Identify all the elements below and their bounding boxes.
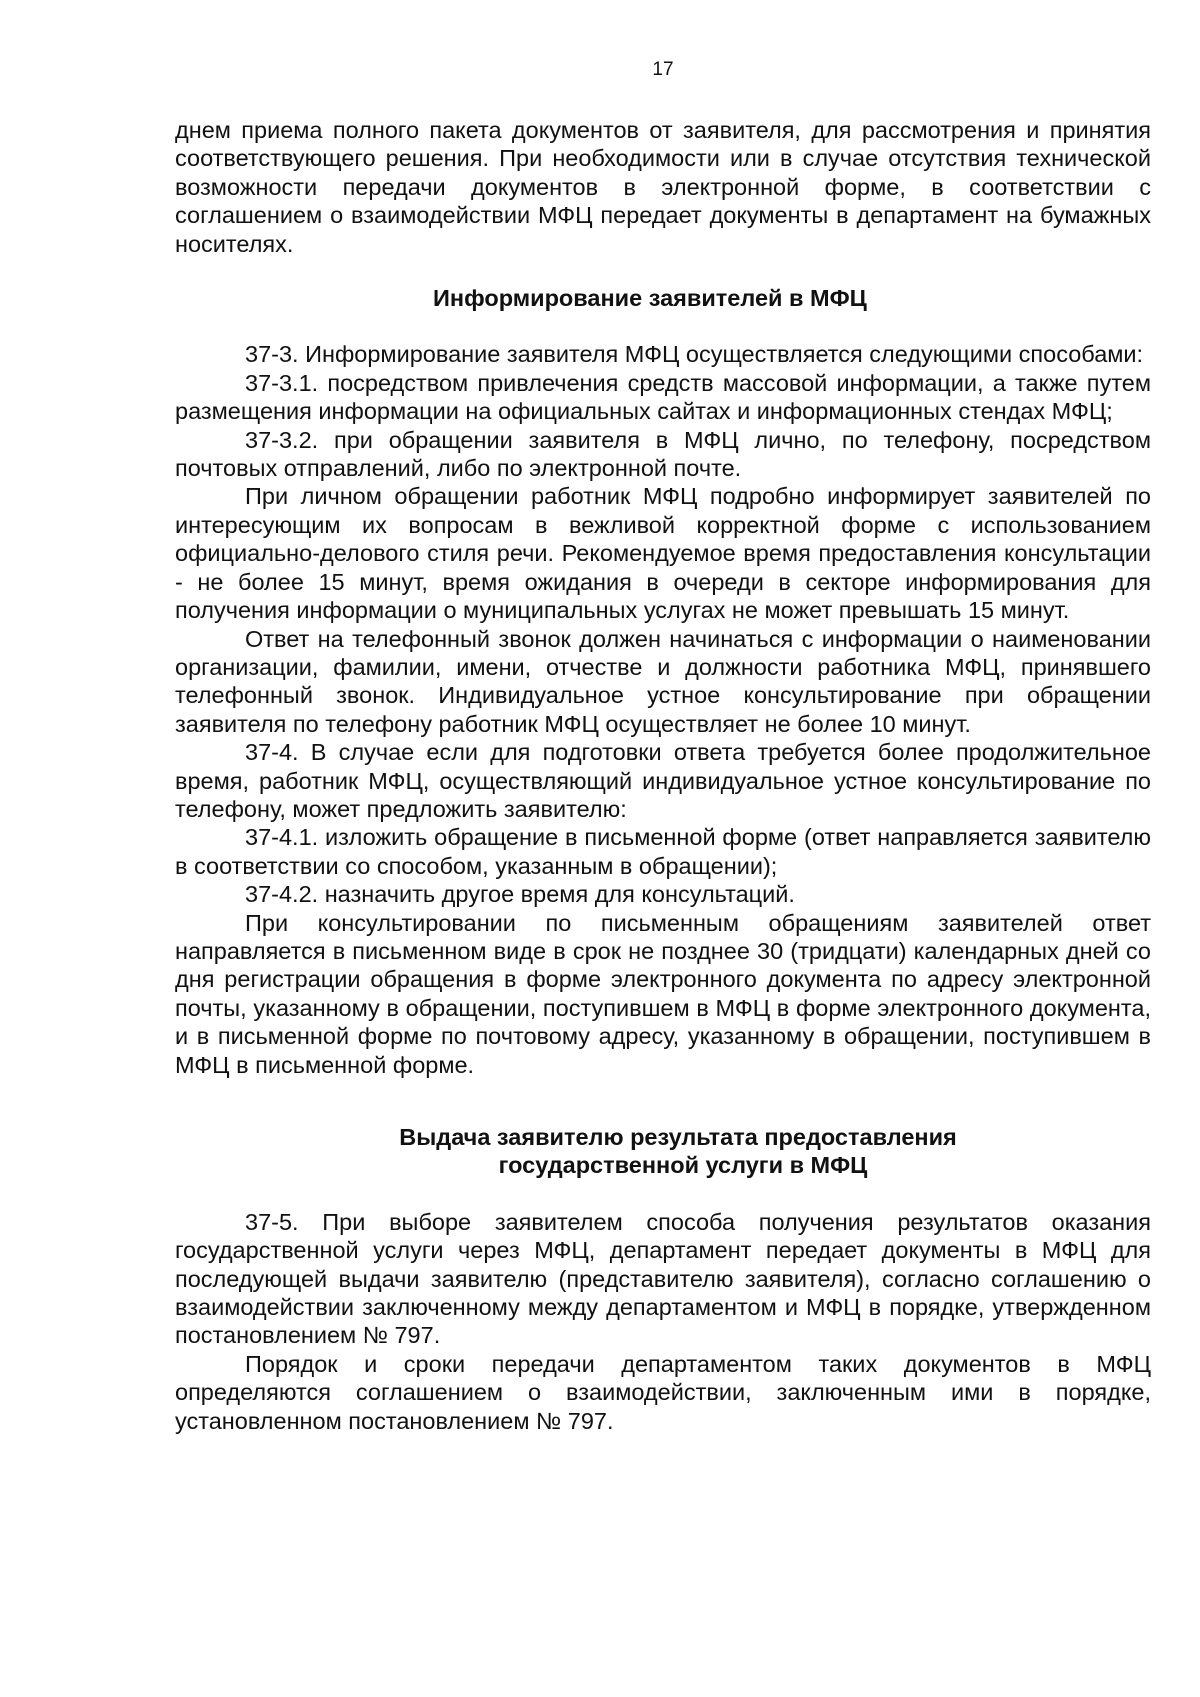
paragraph-continuation: днем приема полного пакета документов от заявителя, для рассмотрения и принятия соответствующего решения. При необходимости или в случае отсутствия технической возможности передачи документов в электронной форме, в соответствии с соглашением о взаимодействии МФЦ передает документы в департамент на бумажных носителях.	[175, 117, 1151, 257]
paragraph-written-requests: При консультировании по письменным обращениям заявителей ответ направляется в письменном виде в срок не позднее 30 (тридцати) календарных дней со дня регистрации обращения в форме электронного документа по адресу электронной почты, указанному в обращении, поступившем в МФЦ в форме электронного документа, и в письменной форме по почтовому адресу, указанному в обращении, поступившем в МФЦ в письменной форме.	[175, 909, 1151, 1078]
paragraph-37-5: 37-5. При выборе заявителем способа получения результатов оказания государственной услуги через МФЦ, департамент передает документы в МФЦ для последующей выдачи заявителю (представителю заявителя), согласно соглашению о взаимодействии заключенному между департаментом и МФЦ в порядке, утвержденном постановлением № 797.	[175, 1208, 1151, 1349]
paragraph-personal-visit: При личном обращении работник МФЦ подробно информирует заявителей по интересующим их вопросам в вежливой корректной форме с использованием официально-делового стиля речи. Рекомендуемое время предоставления консультации - не более 15 минут, время ожидания в очереди в секторе информирования для получения информации о муниципальных услугах не может превышать 15 минут.	[175, 483, 1151, 624]
document-body	[175, 116, 1151, 1435]
paragraph-phone-call: Ответ на телефонный звонок должен начинаться с информации о наименовании организации, фамилии, имени, отчестве и должности работника МФЦ, принявшего телефонный звонок. Индивидуальное устное консультирование при обращении заявителя по телефону работник МФЦ осуществляет не более 10 минут.	[175, 625, 1151, 737]
section-heading-informing: Информирование заявителей в МФЦ	[433, 285, 867, 312]
paragraph-37-3: 37-3. Информирование заявителя МФЦ осуществляется следующими способами:	[245, 341, 1144, 368]
section-heading-issue	[175, 1123, 1151, 1180]
paragraph-37-3-1: 37-3.1. посредством привлечения средств массовой информации, а также путем размещения информации на официальных сайтах и информационных стендах МФЦ;	[175, 369, 1151, 425]
paragraph-37-3-2: 37-3.2. при обращении заявителя в МФЦ лично, по телефону, посредством почтовых отправлений, либо по электронной почте.	[175, 426, 1151, 482]
paragraph-37-4-1: 37-4.1. изложить обращение в письменной форме (ответ направляется заявителю в соответствии со способом, указанным в обращении);	[175, 824, 1151, 879]
section-heading-issue-line1: Выдача заявителю результата предоставления	[399, 1124, 957, 1150]
paragraph-37-4-2: 37-4.2. назначить другое время для консультаций.	[245, 881, 795, 908]
section-heading-issue-line2: государственной услуги в МФЦ	[498, 1152, 868, 1179]
paragraph-transfer-order: Порядок и сроки передачи департаментом таких документов в МФЦ определяются соглашением о взаимодействии, заключенным ими в порядке, установленном постановлением № 797.	[175, 1350, 1151, 1434]
paragraph-37-4: 37-4. В случае если для подготовки ответа требуется более продолжительное время, работник МФЦ, осуществляющий индивидуальное устное консультирование по телефону, может предложить заявителю:	[175, 739, 1151, 822]
page-number: 17	[652, 59, 674, 80]
